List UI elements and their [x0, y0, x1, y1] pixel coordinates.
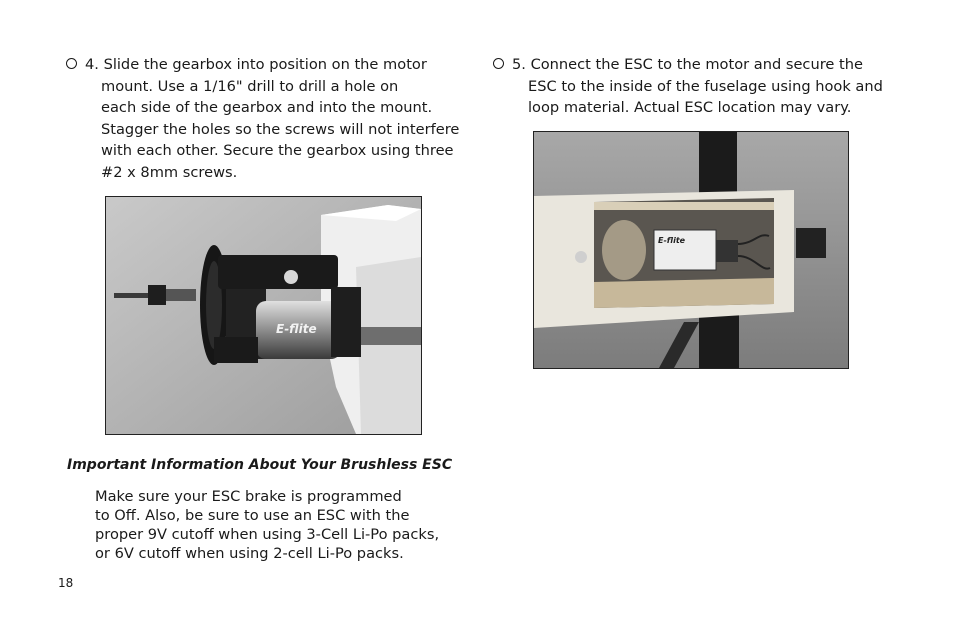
esc-brand-label: E-flite: [658, 236, 686, 245]
page-number: 18: [58, 576, 74, 590]
checkbox-circle-icon: [66, 58, 77, 69]
step-5-line: ESC to the inside of the fuselage using hook and: [528, 77, 883, 95]
esc-fuselage-illustration: [534, 132, 848, 368]
step-4-line: with each other. Secure the gearbox using three: [101, 142, 454, 160]
step-5-line: loop material. Actual ESC location may vary.: [528, 99, 852, 117]
important-info-line: Make sure your ESC brake is programmed: [95, 488, 402, 505]
important-info-line: proper 9V cutoff when using 3-Cell Li-Po packs,: [95, 526, 440, 543]
step-4-instruction: [66, 54, 459, 184]
important-info-body: [95, 487, 439, 563]
important-info-line: or 6V cutoff when using 2-cell Li-Po packs.: [95, 545, 404, 562]
step-4-line: 4. Slide the gearbox into position on the motor: [85, 56, 427, 73]
step-4-line: mount. Use a 1/16" drill to drill a hole on: [101, 77, 399, 95]
esc-in-fuselage-photo: [533, 131, 849, 369]
important-info-line: to Off. Also, be sure to use an ESC with the: [95, 507, 410, 524]
step-4-line: each side of the gearbox and into the mount.: [101, 99, 433, 117]
step-4-line: #2 x 8mm screws.: [101, 163, 238, 181]
step-4-line: Stagger the holes so the screws will not interfere: [101, 120, 460, 138]
step-5-line: 5. Connect the ESC to the motor and secure the: [512, 56, 863, 73]
checkbox-circle-icon: [493, 58, 504, 69]
important-info-heading: Important Information About Your Brushless ESC: [67, 457, 453, 473]
motor-brand-label: E-flite: [276, 322, 317, 336]
gearbox-motor-photo: [105, 196, 422, 435]
gearbox-motor-illustration: [106, 197, 421, 434]
step-5-instruction: [493, 54, 883, 119]
